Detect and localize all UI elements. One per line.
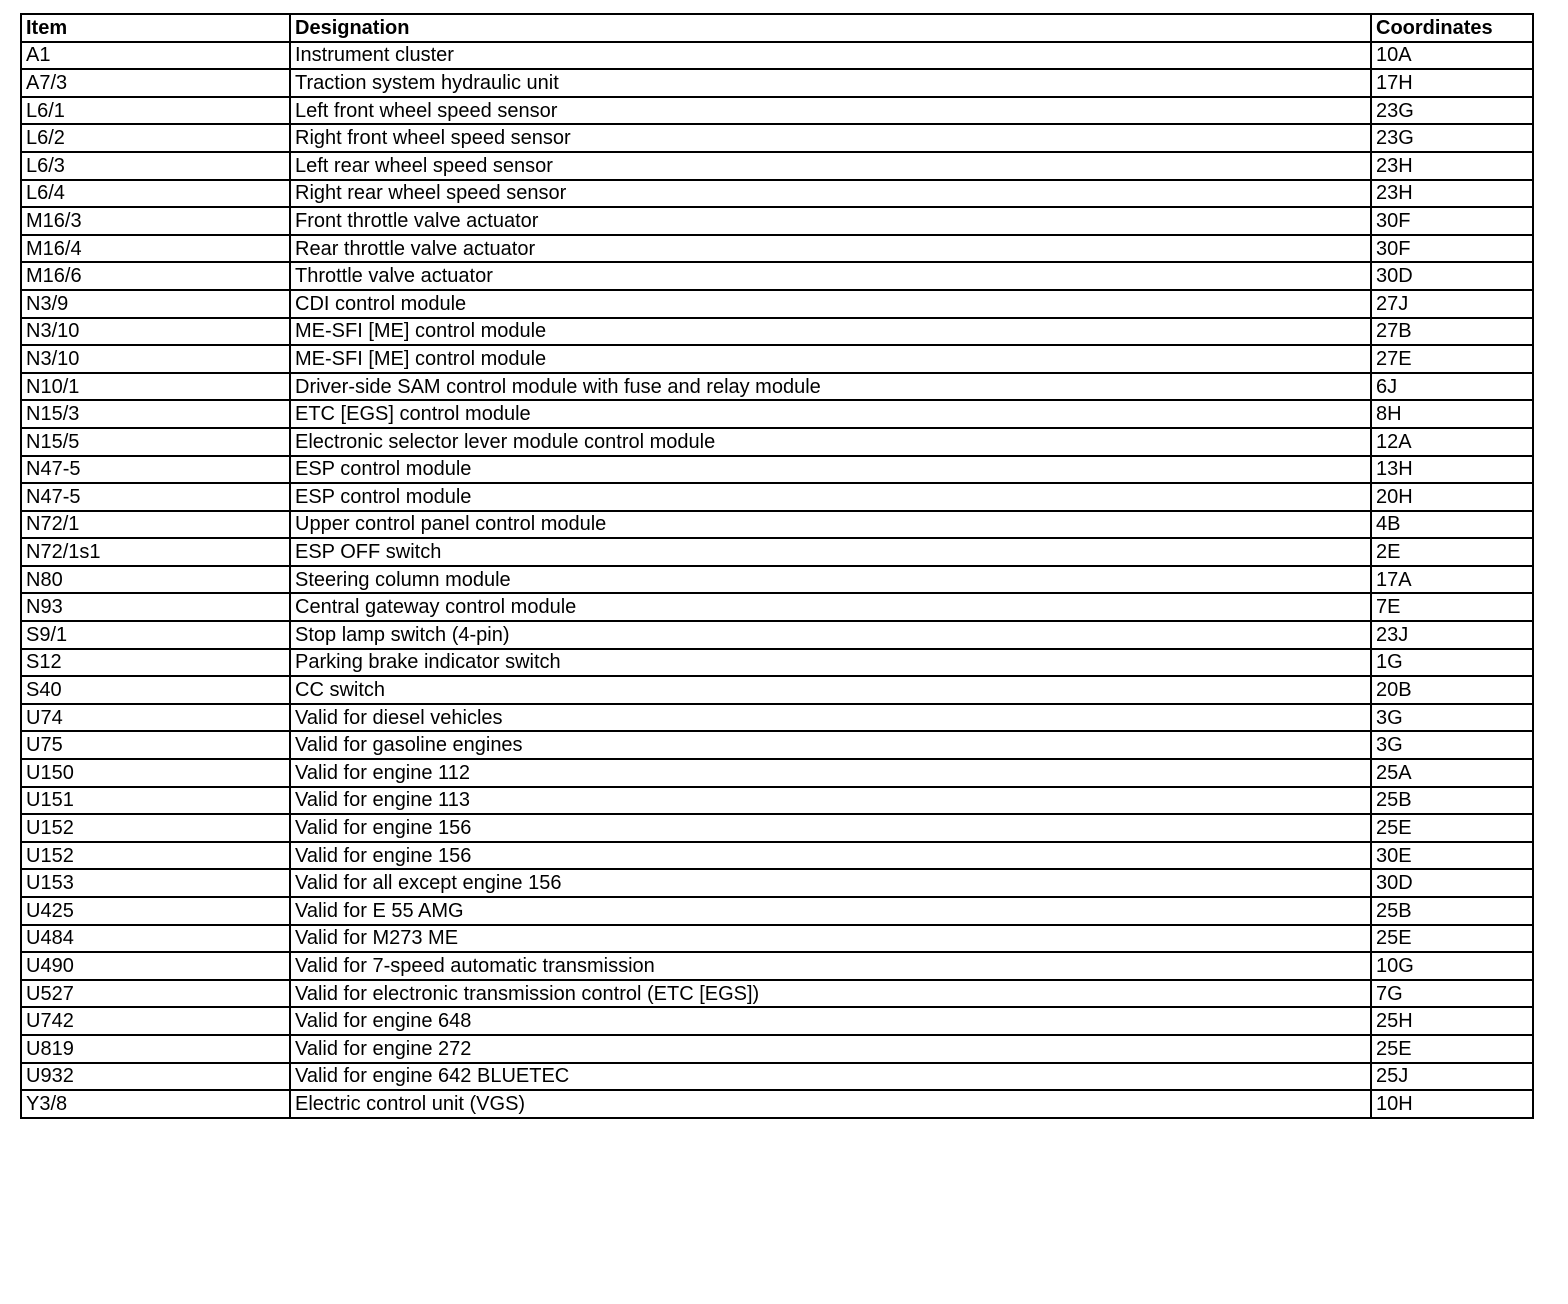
coordinates-cell: 23G — [1371, 97, 1533, 125]
coordinates-cell: 13H — [1371, 456, 1533, 484]
table-row — [21, 759, 1533, 787]
item-cell: N47-5 — [21, 483, 290, 511]
item-cell: S12 — [21, 649, 290, 677]
item-cell: U151 — [21, 787, 290, 815]
item-cell: A7/3 — [21, 69, 290, 97]
designation-cell: Valid for E 55 AMG — [290, 897, 1371, 925]
designation-cell: ETC [EGS] control module — [290, 400, 1371, 428]
designation-cell: Rear throttle valve actuator — [290, 235, 1371, 263]
designation-column-header: Designation — [290, 14, 1371, 42]
item-cell: U490 — [21, 952, 290, 980]
item-cell: N15/3 — [21, 400, 290, 428]
designation-cell: Valid for diesel vehicles — [290, 704, 1371, 732]
coordinates-cell: 7G — [1371, 980, 1533, 1008]
table-row — [21, 69, 1533, 97]
item-cell: N47-5 — [21, 456, 290, 484]
designation-cell: Throttle valve actuator — [290, 262, 1371, 290]
item-cell: Y3/8 — [21, 1090, 290, 1118]
coordinates-cell: 25H — [1371, 1007, 1533, 1035]
table-row — [21, 235, 1533, 263]
table-row — [21, 262, 1533, 290]
table-row — [21, 124, 1533, 152]
item-cell: N10/1 — [21, 373, 290, 401]
table-row — [21, 152, 1533, 180]
item-cell: U932 — [21, 1063, 290, 1091]
item-cell: N15/5 — [21, 428, 290, 456]
item-cell: N3/10 — [21, 345, 290, 373]
designation-cell: Central gateway control module — [290, 593, 1371, 621]
table-row — [21, 318, 1533, 346]
item-cell: S9/1 — [21, 621, 290, 649]
coordinates-cell: 6J — [1371, 373, 1533, 401]
designation-cell: Electronic selector lever module control module — [290, 428, 1371, 456]
coordinates-cell: 25E — [1371, 925, 1533, 953]
coordinates-cell: 27E — [1371, 345, 1533, 373]
header-row — [21, 14, 1533, 42]
table-row — [21, 207, 1533, 235]
coordinates-cell: 20H — [1371, 483, 1533, 511]
table-row — [21, 428, 1533, 456]
coordinates-cell: 27J — [1371, 290, 1533, 318]
designation-cell: ESP control module — [290, 456, 1371, 484]
table-row — [21, 373, 1533, 401]
table-row — [21, 842, 1533, 870]
designation-cell: Left rear wheel speed sensor — [290, 152, 1371, 180]
designation-cell: ESP OFF switch — [290, 538, 1371, 566]
designation-cell: Valid for 7-speed automatic transmission — [290, 952, 1371, 980]
coordinates-cell: 25A — [1371, 759, 1533, 787]
coordinates-cell: 10G — [1371, 952, 1533, 980]
item-cell: U819 — [21, 1035, 290, 1063]
table-row — [21, 676, 1533, 704]
item-cell: M16/3 — [21, 207, 290, 235]
designation-cell: Traction system hydraulic unit — [290, 69, 1371, 97]
coordinates-cell: 4B — [1371, 511, 1533, 539]
coordinates-cell: 25J — [1371, 1063, 1533, 1091]
coordinates-cell: 23G — [1371, 124, 1533, 152]
table-row — [21, 456, 1533, 484]
item-cell: U742 — [21, 1007, 290, 1035]
table-body — [21, 42, 1533, 1118]
table-row — [21, 400, 1533, 428]
item-cell: N3/10 — [21, 318, 290, 346]
coordinates-cell: 10H — [1371, 1090, 1533, 1118]
designation-cell: Electric control unit (VGS) — [290, 1090, 1371, 1118]
designation-cell: ESP control module — [290, 483, 1371, 511]
table-row — [21, 511, 1533, 539]
designation-cell: Valid for engine 112 — [290, 759, 1371, 787]
item-cell: U484 — [21, 925, 290, 953]
designation-cell: Valid for engine 642 BLUETEC — [290, 1063, 1371, 1091]
coordinates-cell: 20B — [1371, 676, 1533, 704]
item-cell: S40 — [21, 676, 290, 704]
coordinates-cell: 17H — [1371, 69, 1533, 97]
item-column-header: Item — [21, 14, 290, 42]
table-row — [21, 593, 1533, 621]
coordinates-cell: 27B — [1371, 318, 1533, 346]
table-row — [21, 345, 1533, 373]
table-row — [21, 897, 1533, 925]
designation-cell: Driver-side SAM control module with fuse and relay module — [290, 373, 1371, 401]
coordinates-cell: 25E — [1371, 814, 1533, 842]
coordinates-cell: 30F — [1371, 235, 1533, 263]
table-row — [21, 787, 1533, 815]
designation-cell: Valid for engine 648 — [290, 1007, 1371, 1035]
designation-cell: Left front wheel speed sensor — [290, 97, 1371, 125]
table-row — [21, 97, 1533, 125]
coordinates-cell: 30E — [1371, 842, 1533, 870]
item-cell: L6/2 — [21, 124, 290, 152]
designation-cell: Valid for engine 156 — [290, 842, 1371, 870]
table-row — [21, 538, 1533, 566]
designation-cell: Valid for M273 ME — [290, 925, 1371, 953]
designation-cell: Valid for electronic transmission control (ETC [EGS]) — [290, 980, 1371, 1008]
designation-cell: Valid for all except engine 156 — [290, 869, 1371, 897]
table-row — [21, 483, 1533, 511]
item-cell: U527 — [21, 980, 290, 1008]
coordinates-cell: 3G — [1371, 731, 1533, 759]
table-row — [21, 1063, 1533, 1091]
coordinates-cell: 30D — [1371, 262, 1533, 290]
coordinates-cell: 2E — [1371, 538, 1533, 566]
designation-cell: Valid for engine 156 — [290, 814, 1371, 842]
item-cell: L6/3 — [21, 152, 290, 180]
table-row — [21, 1035, 1533, 1063]
table-row — [21, 621, 1533, 649]
designation-cell: Parking brake indicator switch — [290, 649, 1371, 677]
table-row — [21, 731, 1533, 759]
coordinates-cell: 30F — [1371, 207, 1533, 235]
table-row — [21, 566, 1533, 594]
designation-cell: ME-SFI [ME] control module — [290, 318, 1371, 346]
coordinates-cell: 8H — [1371, 400, 1533, 428]
coordinates-cell: 30D — [1371, 869, 1533, 897]
item-cell: U153 — [21, 869, 290, 897]
coordinates-cell: 17A — [1371, 566, 1533, 594]
item-cell: N80 — [21, 566, 290, 594]
designation-cell: Instrument cluster — [290, 42, 1371, 70]
component-legend-table — [20, 13, 1534, 1119]
designation-cell: Front throttle valve actuator — [290, 207, 1371, 235]
item-cell: N3/9 — [21, 290, 290, 318]
table-row — [21, 290, 1533, 318]
item-cell: U75 — [21, 731, 290, 759]
coordinates-cell: 10A — [1371, 42, 1533, 70]
table-row — [21, 1007, 1533, 1035]
designation-cell: Steering column module — [290, 566, 1371, 594]
coordinates-cell: 3G — [1371, 704, 1533, 732]
designation-cell: Valid for engine 113 — [290, 787, 1371, 815]
item-cell: N72/1s1 — [21, 538, 290, 566]
item-cell: U152 — [21, 814, 290, 842]
designation-cell: Valid for gasoline engines — [290, 731, 1371, 759]
designation-cell: CC switch — [290, 676, 1371, 704]
table-row — [21, 42, 1533, 70]
item-cell: L6/4 — [21, 180, 290, 208]
designation-cell: Upper control panel control module — [290, 511, 1371, 539]
item-cell: A1 — [21, 42, 290, 70]
item-cell: M16/4 — [21, 235, 290, 263]
designation-cell: CDI control module — [290, 290, 1371, 318]
table-row — [21, 980, 1533, 1008]
item-cell: L6/1 — [21, 97, 290, 125]
item-cell: U150 — [21, 759, 290, 787]
coordinates-cell: 25B — [1371, 897, 1533, 925]
item-cell: U152 — [21, 842, 290, 870]
table-row — [21, 1090, 1533, 1118]
coordinates-cell: 12A — [1371, 428, 1533, 456]
coordinates-cell: 1G — [1371, 649, 1533, 677]
coordinates-cell: 23J — [1371, 621, 1533, 649]
table-row — [21, 952, 1533, 980]
item-cell: N72/1 — [21, 511, 290, 539]
coordinates-column-header: Coordinates — [1371, 14, 1533, 42]
table-row — [21, 180, 1533, 208]
designation-cell: Valid for engine 272 — [290, 1035, 1371, 1063]
table-row — [21, 869, 1533, 897]
item-cell: U425 — [21, 897, 290, 925]
coordinates-cell: 7E — [1371, 593, 1533, 621]
designation-cell: Right rear wheel speed sensor — [290, 180, 1371, 208]
coordinates-cell: 25B — [1371, 787, 1533, 815]
coordinates-cell: 23H — [1371, 152, 1533, 180]
item-cell: M16/6 — [21, 262, 290, 290]
coordinates-cell: 25E — [1371, 1035, 1533, 1063]
designation-cell: Stop lamp switch (4-pin) — [290, 621, 1371, 649]
table-row — [21, 814, 1533, 842]
designation-cell: ME-SFI [ME] control module — [290, 345, 1371, 373]
designation-cell: Right front wheel speed sensor — [290, 124, 1371, 152]
item-cell: N93 — [21, 593, 290, 621]
table-row — [21, 704, 1533, 732]
table-row — [21, 649, 1533, 677]
table-row — [21, 925, 1533, 953]
coordinates-cell: 23H — [1371, 180, 1533, 208]
item-cell: U74 — [21, 704, 290, 732]
